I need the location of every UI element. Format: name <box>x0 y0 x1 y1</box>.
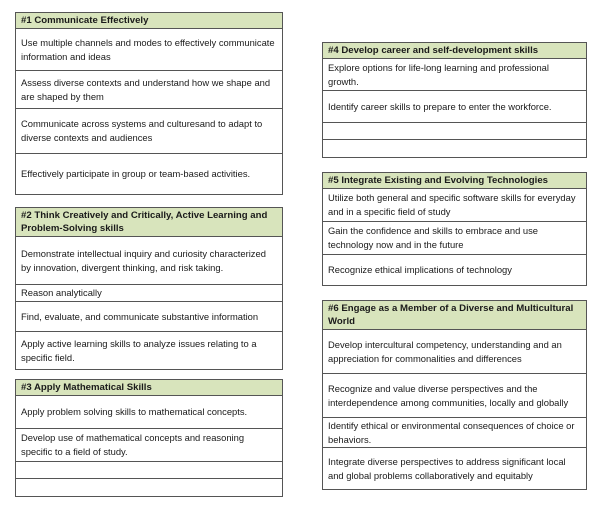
outcome-row: Use multiple channels and modes to effectively communicate information and ideas <box>16 29 282 71</box>
outcome-row <box>323 140 586 157</box>
outcome-row: Communicate across systems and culturesand to adapt to diverse contexts and audiences <box>16 109 282 154</box>
outcome-row: Demonstrate intellectual inquiry and curiosity characterized by innovation, divergent thinking, and risk taking. <box>16 237 282 285</box>
outcome-row: Recognize ethical implications of technology <box>328 264 512 276</box>
outcome-row: Find, evaluate, and communicate substantive information <box>16 302 282 332</box>
outcome-box-6 <box>322 300 587 490</box>
outcome-row: Apply active learning skills to analyze issues relating to a specific field. <box>21 337 257 363</box>
outcome-box-4 <box>322 42 587 158</box>
outcome-row: Explore options for life-long learning and professional growth. <box>323 59 586 91</box>
outcome-row: Apply problem solving skills to mathematical concepts. <box>16 396 282 429</box>
outcome-row <box>16 462 282 479</box>
outcome-row: Identify career skills to prepare to enter the workforce. <box>323 91 586 123</box>
outcome-box-3 <box>15 379 283 497</box>
outcome-box-1-title: #1 Communicate Effectively <box>16 13 282 29</box>
outcome-row: Identify ethical or environmental consequences of choice or behaviors. <box>323 418 586 448</box>
outcome-box-5-title: #5 Integrate Existing and Evolving Technologies <box>323 173 586 189</box>
outcome-box-2-title: #2 Think Creatively and Critically, Active Learning and Problem-Solving skills <box>16 208 282 237</box>
outcome-box-5 <box>322 172 587 286</box>
outcome-box-2 <box>15 207 283 370</box>
outcome-row <box>323 123 586 140</box>
outcome-box-4-title: #4 Develop career and self-development skills <box>323 43 586 59</box>
outcome-box-1 <box>15 12 283 195</box>
outcome-row: Develop use of mathematical concepts and reasoning specific to a field of study. <box>16 429 282 462</box>
outcome-row: Effectively participate in group or team-based activities. <box>21 168 251 180</box>
outcome-row: Integrate diverse perspectives to address significant local and global problems collaboratively and equitably <box>328 455 566 481</box>
outcome-row: Develop intercultural competency, understanding and an appreciation for commonalities and differences <box>323 330 586 374</box>
outcome-row: Gain the confidence and skills to embrace and use technology now and in the future <box>323 222 586 255</box>
outcome-box-3-title: #3 Apply Mathematical Skills <box>16 380 282 396</box>
outcome-row: Reason analytically <box>16 285 282 302</box>
outcome-row: Utilize both general and specific software skills for everyday and in a specific field of study <box>323 189 586 222</box>
outcome-box-6-title: #6 Engage as a Member of a Diverse and Multicultural World <box>323 301 586 330</box>
outcome-row: Recognize and value diverse perspectives and the interdependence among communities, locally and globally <box>323 374 586 418</box>
outcome-row <box>16 479 282 496</box>
outcome-row: Assess diverse contexts and understand how we shape and are shaped by them <box>16 71 282 109</box>
